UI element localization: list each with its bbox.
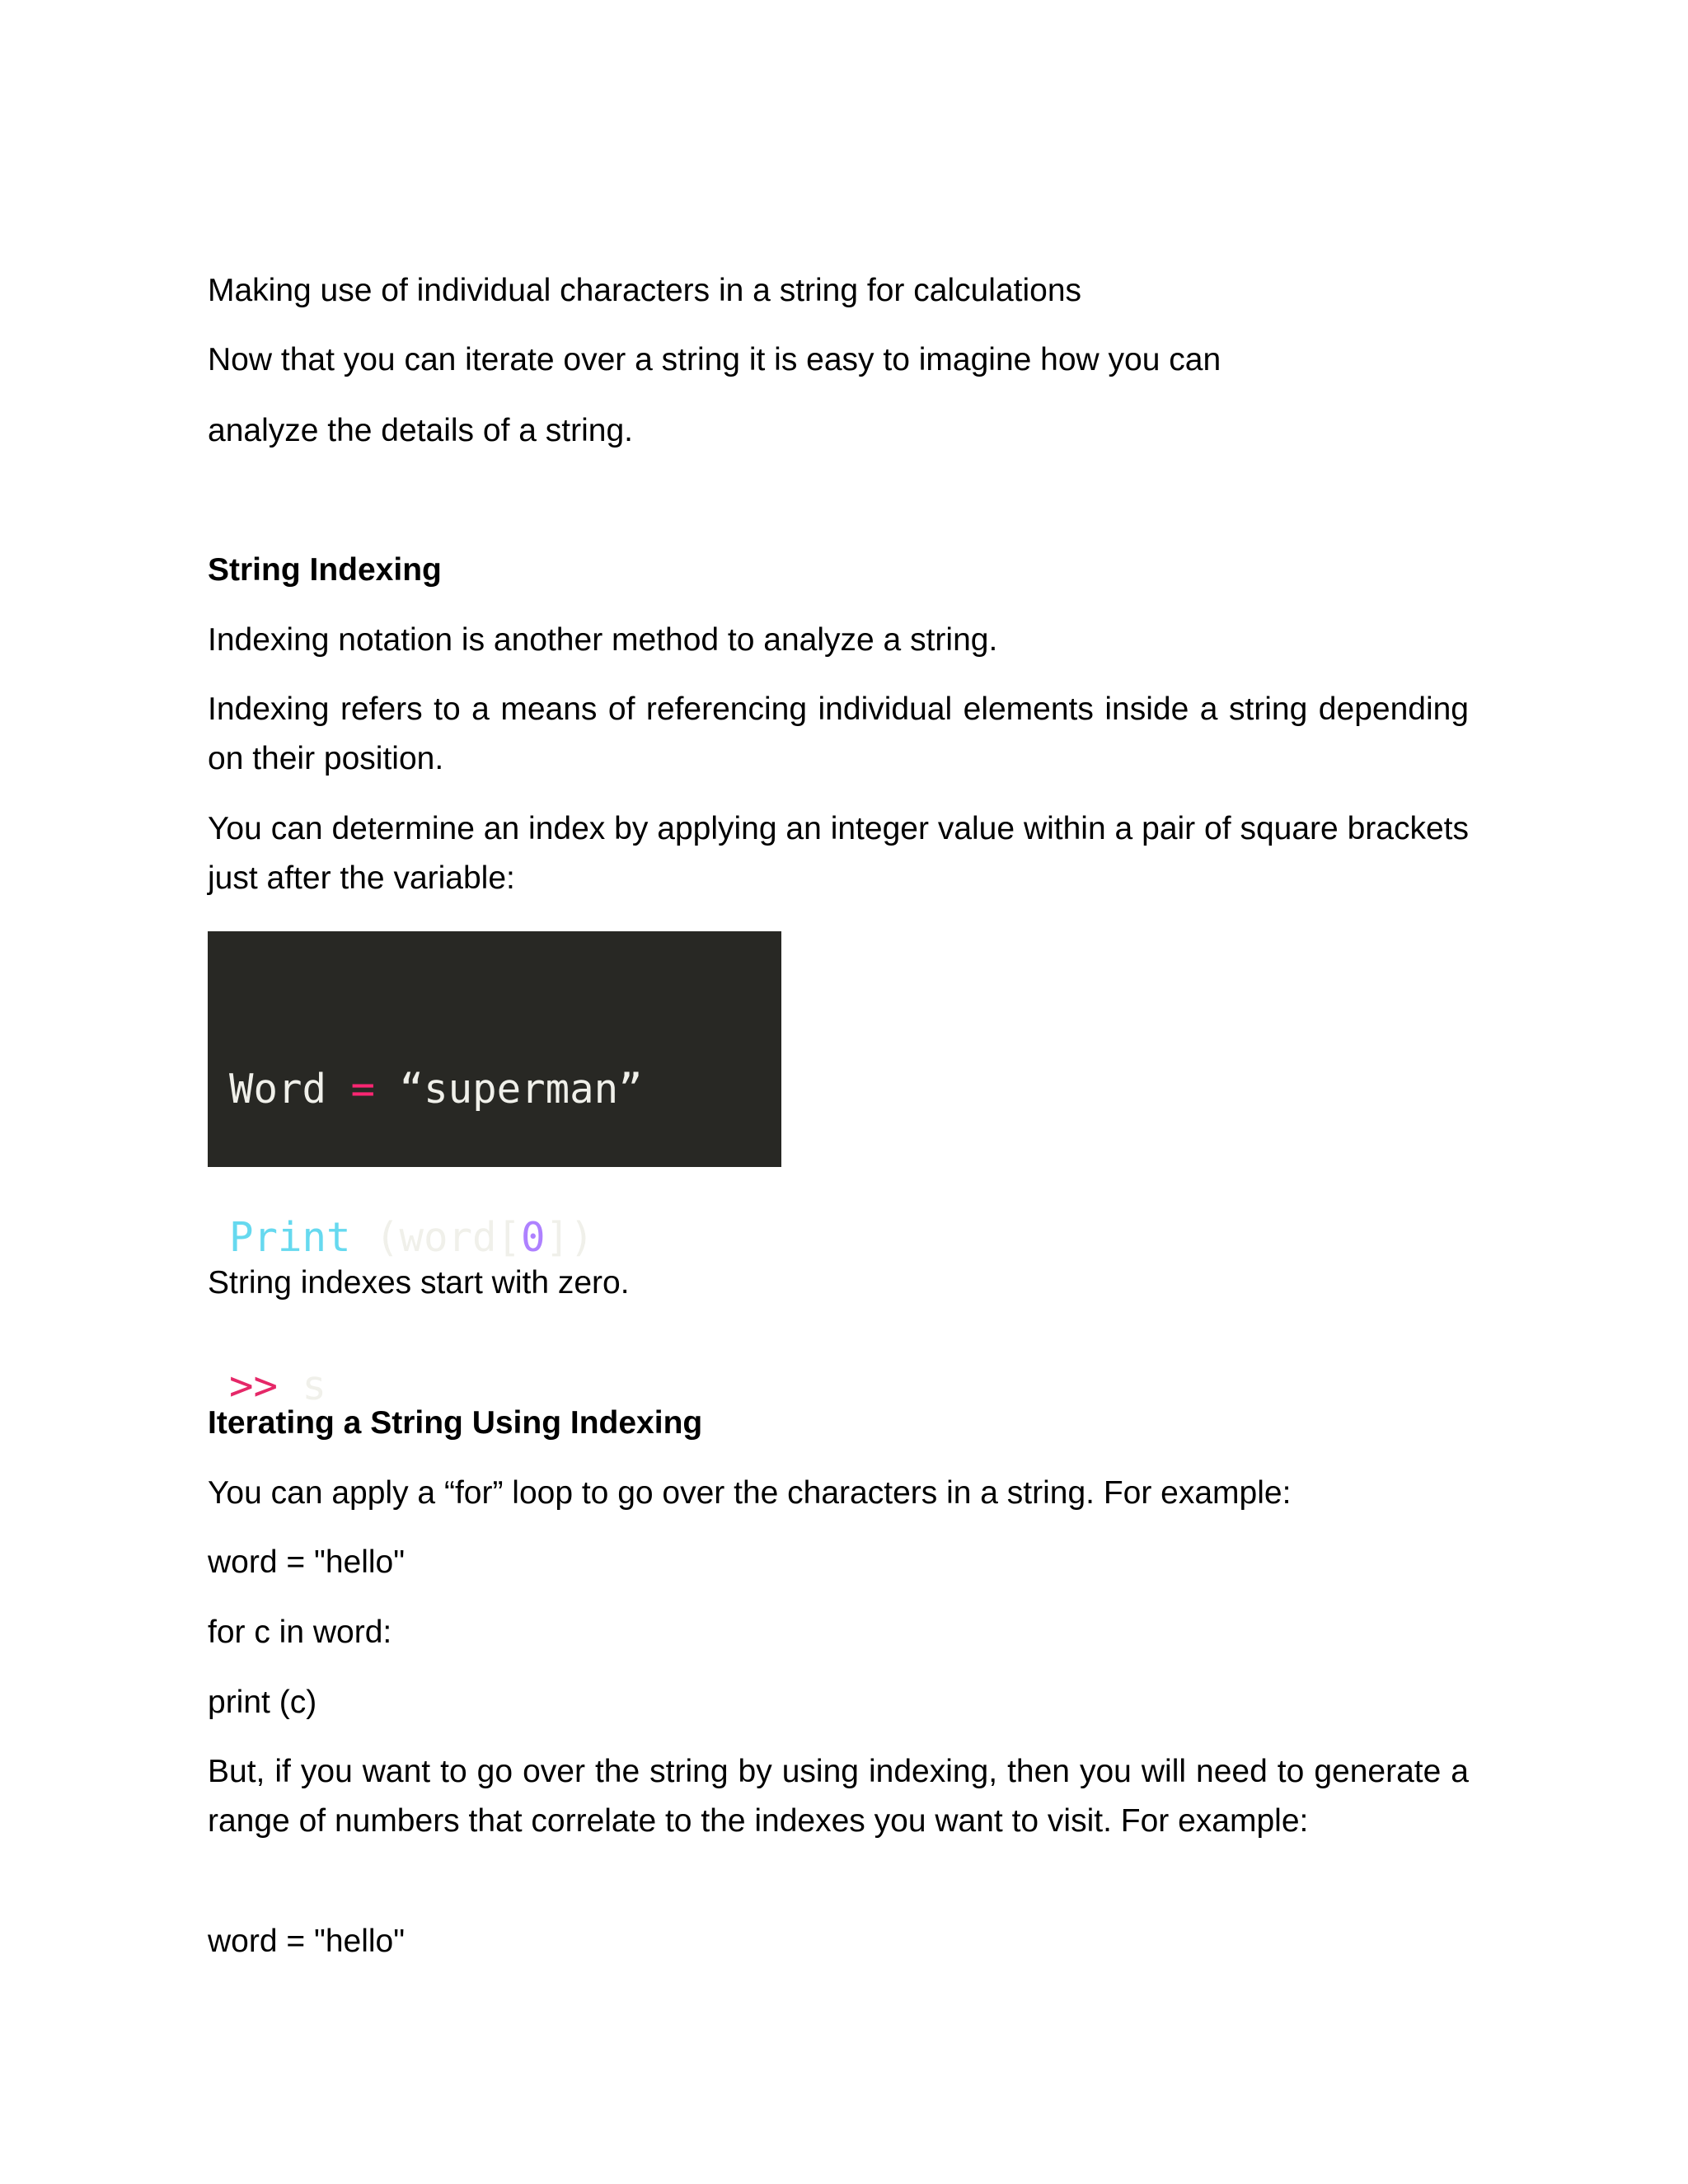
code-output: s [302, 1362, 327, 1409]
code-line-2 [229, 1213, 781, 1263]
code-operator: = [350, 1066, 376, 1113]
paragraph-determine-index: You can determine an index by applying an integer value within a pair of square brackets just after the variable: [208, 811, 1469, 896]
code-text-word-hello-2: word = "hello" [208, 1924, 406, 1959]
code-text-word-hello: word = "hello" [208, 1544, 406, 1580]
code-text-for-loop: for c in word: [208, 1615, 392, 1650]
code-index-number: 0 [521, 1214, 546, 1261]
paragraph-for-loop: You can apply a “for” loop to go over the characters in a string. For example: [208, 1475, 1292, 1511]
code-string: “superman” [399, 1066, 643, 1113]
intro-line-1: Making use of individual characters in a string for calculations [208, 273, 1082, 308]
heading-string-indexing: String Indexing [208, 552, 442, 588]
code-prompt: >> [229, 1362, 279, 1409]
paragraph-indexes-start-zero: String indexes start with zero. [208, 1265, 630, 1301]
paragraph-indexing-refers: Indexing refers to a means of referencing individual elements inside a string depending on their position. [208, 691, 1469, 776]
code-line-1 [229, 1065, 781, 1114]
code-call-close: ]) [545, 1214, 594, 1261]
paragraph-indexing-range: But, if you want to go over the string by using indexing, then you will need to generate a range of numbers that correlate to the indexes you want to visit. For example: [208, 1754, 1469, 1839]
code-keyword: Print [229, 1214, 351, 1261]
paragraph-indexing-notation: Indexing notation is another method to analyze a string. [208, 622, 998, 658]
code-text-print: print (c) [208, 1685, 317, 1720]
code-call-open: (word[ [375, 1214, 522, 1261]
intro-line-2: Now that you can iterate over a string it is easy to imagine how you can [208, 342, 1221, 377]
code-variable: Word [229, 1066, 327, 1113]
intro-line-3: analyze the details of a string. [208, 413, 633, 448]
heading-iterating-string: Iterating a String Using Indexing [208, 1405, 703, 1441]
